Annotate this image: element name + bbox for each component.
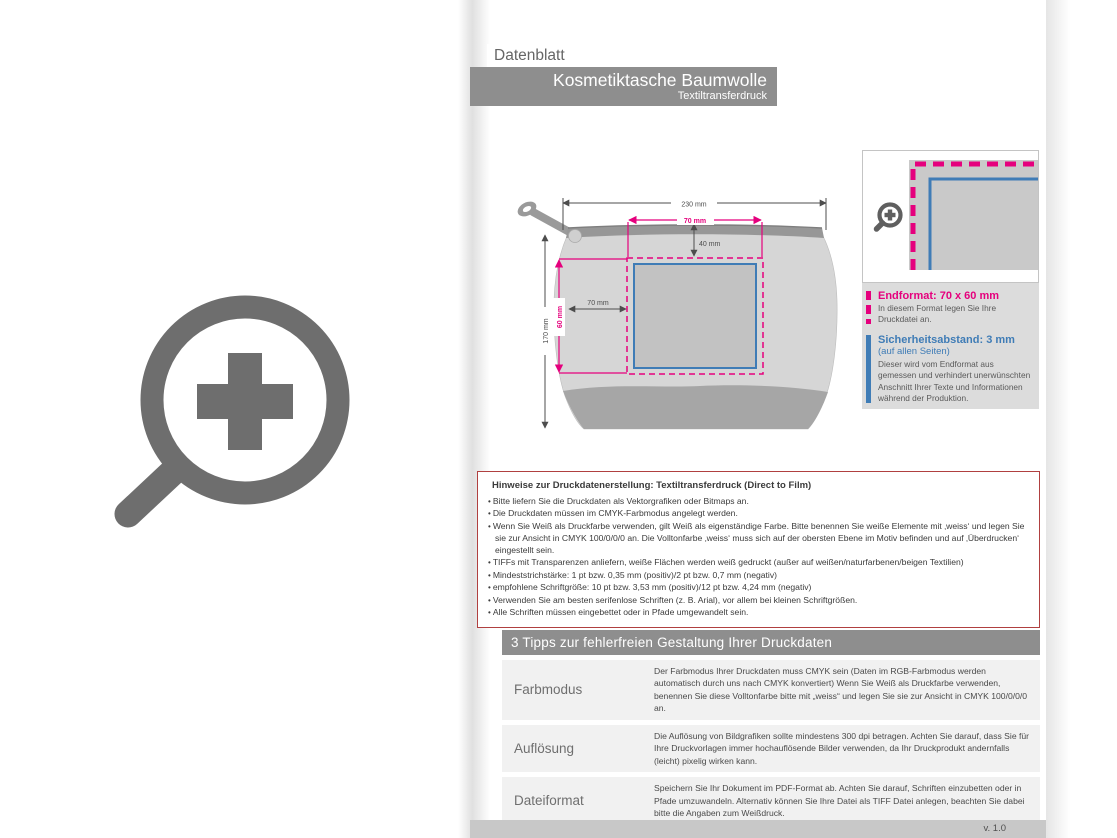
tip-row-dateiformat (502, 777, 1040, 824)
bullet-icon: • (488, 509, 491, 519)
safety-solid-bar (866, 335, 871, 403)
page-title: Kosmetiktasche Baumwolle (553, 70, 767, 90)
safety-title: Sicherheitsabstand: 3 mm (878, 334, 1015, 347)
bullet-icon: • (488, 583, 491, 593)
bullet-icon: • (488, 570, 491, 580)
safety-note: (auf allen Seiten) (878, 346, 950, 358)
bullet-icon: • (488, 595, 491, 605)
page-subtitle: Textiltransferdruck (677, 90, 767, 102)
hint-item: • Mindeststrichstärke: 1 pt bzw. 0,35 mm (positiv)/2 pt bzw. 0,7 mm (negativ) (488, 569, 777, 580)
endformat-text: In diesem Format legen Sie Ihre Druckdatei an. (878, 303, 997, 325)
print-area-fill (633, 263, 757, 369)
version-footer: v. 1.0 (470, 820, 1046, 838)
safety-block (866, 334, 1031, 404)
zoom-detail-icon (877, 205, 901, 230)
zipper-pull (569, 230, 582, 243)
hint-item: • Alle Schriften müssen eingebettet oder in Pfade umgewandelt sein. (488, 606, 749, 617)
tip-text: Der Farbmodus Ihrer Druckdaten muss CMYK sein (Daten im RGB-Farbmodus werden automatisch durch uns nach CMYK konvertiert) Wenn Sie Weiß als Druckfarbe verwenden, benennen Sie diese Volltonfarbe bitte mit „weiss“ und legen Sie sie zur Ansicht in CMYK 100/0/0/0 an. (654, 666, 1028, 714)
datenblatt-label: Datenblatt (487, 44, 604, 68)
tip-row-aufloesung (502, 725, 1040, 772)
format-detail-box (862, 150, 1039, 283)
top-offset-label: 40 mm (699, 241, 721, 248)
tip-text: Die Auflösung von Bildgrafiken sollte mindestens 300 dpi betragen. Achten Sie darauf, dass Sie für Ihre Druckvorlagen immer hochauflösende Bilder verwenden, da Ihr Druckprodukt andernfalls (leicht) pixelig wirken kann. (654, 730, 1030, 766)
tip-label: Auflösung (514, 740, 575, 756)
tip-label: Farbmodus (514, 682, 583, 698)
format-detail-graphic (863, 151, 1038, 282)
bag-height-label: 170 mm (543, 318, 550, 344)
safety-text: Dieser wird vom Endformat aus gemessen und verhindert unerwünschten Anschnitt Ihrer Texte und Informationen während der Produktion. (878, 359, 1031, 403)
tips-header: 3 Tipps zur fehlerfreien Gestaltung Ihrer Druckdaten (502, 630, 1040, 655)
hint-item: • Bitte liefern Sie die Druckdaten als Vektorgrafiken oder Bitmaps an. (488, 496, 749, 506)
hint-item: • Die Druckdaten müssen im CMYK-Farbmodus angelegt werden. (488, 508, 738, 519)
left-offset-label: 70 mm (587, 300, 609, 307)
tip-text: Speichern Sie Ihr Dokument im PDF-Format ab. Achten Sie darauf, Schriften einzubetten oder in Pfade umzuwandeln. Alternativ können Sie Ihre Datei als TIFF Datei anlegen, beachten Sie dabei bitte die Angaben zum Weißdruck. (654, 783, 1025, 819)
zoom-plus-icon (100, 260, 400, 560)
print-width-label: 70 mm (683, 218, 707, 225)
format-info-panel (862, 283, 1039, 409)
bullet-icon: • (488, 607, 491, 617)
page-right-shadow (1046, 0, 1070, 838)
print-height-label: 60 mm (557, 305, 564, 329)
hanger-strap (515, 199, 573, 234)
bullet-icon: • (488, 521, 491, 531)
hint-item: • Wenn Sie Weiß als Druckfarbe verwenden, gilt Weiß als eigenständige Farbe. Bitte benennen Sie weiße Elemente mit ‚weiss‘ und legen Sie sie zur Ansicht in CMYK 100/0/0/0 an. Die Volltonfarbe ‚weiss‘ muss sich auf der obersten Ebene im Motiv befinden und auf ‚Überdrucken‘ eingestellt sein. (488, 520, 1025, 556)
bullet-icon: • (488, 558, 491, 568)
endformat-block (866, 290, 1031, 325)
hint-item: • Verwenden Sie am besten serifenlose Schriften (z. B. Arial), vor allem bei kleinen Schriftgrößen. (488, 594, 858, 605)
hints-title: Hinweise zur Druckdatenerstellung: Textiltransferdruck (Direct to Film) (492, 480, 812, 491)
hints-box (477, 471, 1040, 628)
hint-item: • empfohlene Schriftgröße: 10 pt bzw. 3,53 mm (positiv)/12 pt bzw. 4,24 mm (negativ) (488, 582, 812, 593)
tip-label: Dateiformat (514, 793, 584, 809)
endformat-title: Endformat: 70 x 60 mm (878, 290, 1000, 302)
page-left-shadow (458, 0, 490, 838)
hint-item: • TIFFs mit Transparenzen anliefern, weiße Flächen werden weiß gedruckt (außer auf weißen/naturfarbenen/beigen Textilien) (488, 557, 964, 568)
endformat-dashed-bar (866, 291, 871, 324)
bag-width-label: 230 mm (681, 201, 707, 209)
bag-dimension-diagram (490, 180, 860, 460)
tips-rows (502, 660, 1040, 830)
tip-row-farbmodus (502, 660, 1040, 720)
title-bar (470, 67, 777, 106)
bullet-icon: • (488, 497, 491, 506)
